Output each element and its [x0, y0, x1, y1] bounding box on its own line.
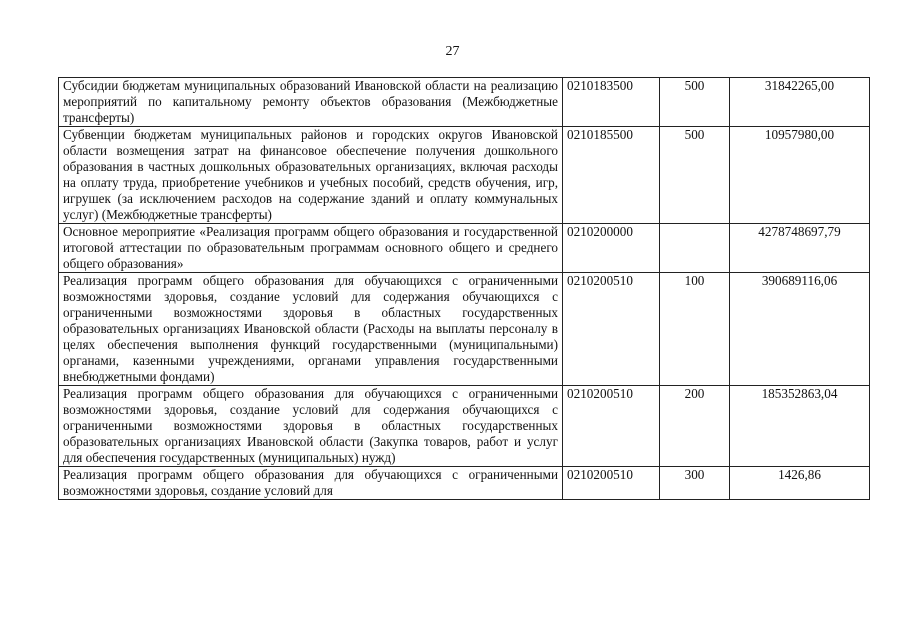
row-amount: 31842265,00 — [730, 78, 870, 127]
row-code: 0210185500 — [563, 127, 660, 224]
row-description: Основное мероприятие «Реализация программ общего образования и государственной итоговой аттестации по образовательным программам основного общего и среднего общего образования» — [59, 224, 563, 273]
row-expense-type: 500 — [660, 127, 730, 224]
row-expense-type: 200 — [660, 386, 730, 467]
row-expense-type: 500 — [660, 78, 730, 127]
row-expense-type: 100 — [660, 273, 730, 386]
table-row — [59, 224, 870, 273]
row-description: Реализация программ общего образования для обучающихся с ограниченными возможностями здоровья, создание условий для содержания обучающихся с ограниченными возможностями здоровья в областных государственных образовательных организациях Ивановской области (Расходы на выплаты персоналу в целях обеспечения выполнения функций государственными (муниципальными) органами, казенными учреждениями, органами управления государственными внебюджетными фондами) — [59, 273, 563, 386]
row-code: 0210200510 — [563, 386, 660, 467]
page-number: 27 — [445, 44, 460, 59]
row-amount: 390689116,06 — [730, 273, 870, 386]
row-description: Субсидии бюджетам муниципальных образований Ивановской области на реализацию мероприятий по капитальному ремонту объектов образования (Межбюджетные трансферты) — [59, 78, 563, 127]
row-amount: 4278748697,79 — [730, 224, 870, 273]
row-expense-type: 300 — [660, 467, 730, 500]
row-code: 0210200510 — [563, 273, 660, 386]
row-code: 0210200510 — [563, 467, 660, 500]
budget-table — [58, 77, 870, 500]
row-description: Реализация программ общего образования для обучающихся с ограниченными возможностями здоровья, создание условий для — [59, 467, 563, 500]
table-row — [59, 467, 870, 500]
row-amount: 185352863,04 — [730, 386, 870, 467]
row-amount: 1426,86 — [730, 467, 870, 500]
table-row — [59, 273, 870, 386]
row-amount: 10957980,00 — [730, 127, 870, 224]
row-code: 0210200000 — [563, 224, 660, 273]
row-code: 0210183500 — [563, 78, 660, 127]
table-row — [59, 78, 870, 127]
row-expense-type — [660, 224, 730, 273]
table-row — [59, 386, 870, 467]
table-row — [59, 127, 870, 224]
row-description: Субвенции бюджетам муниципальных районов и городских округов Ивановской области возмещения затрат на финансовое обеспечение получения дошкольного образования в частных дошкольных образовательных организациях, включая расходы на оплату труда, приобретение учебников и учебных пособий, средств обучения, игр, игрушек (за исключением расходов на содержание зданий и оплату коммунальных услуг) (Межбюджетные трансферты) — [59, 127, 563, 224]
row-description: Реализация программ общего образования для обучающихся с ограниченными возможностями здоровья, создание условий для содержания обучающихся с ограниченными возможностями здоровья в областных государственных образовательных организациях Ивановской области (Закупка товаров, работ и услуг для обеспечения государственных (муниципальных) нужд) — [59, 386, 563, 467]
